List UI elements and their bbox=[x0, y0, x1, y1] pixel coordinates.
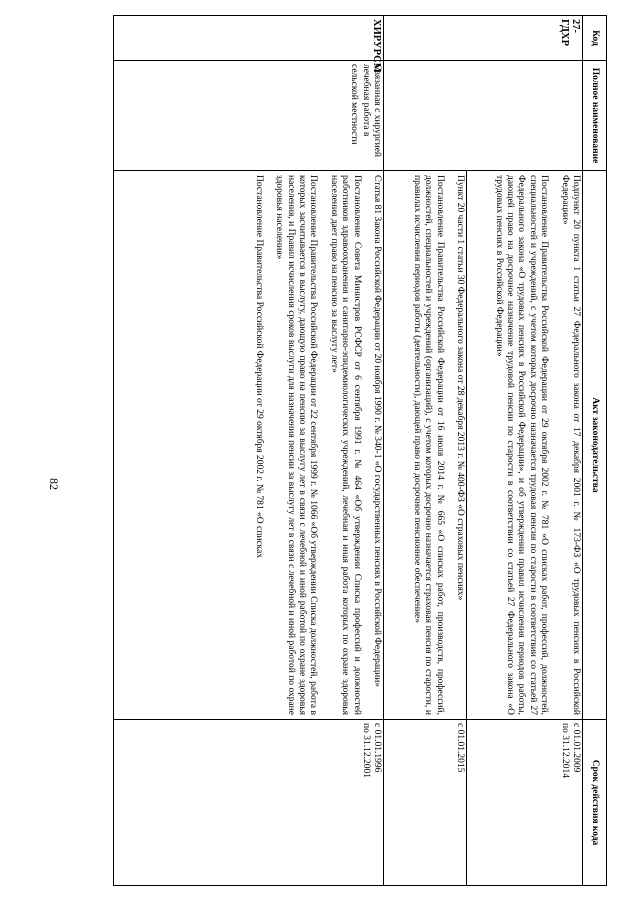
page-number: 82 bbox=[47, 478, 61, 490]
term-start: с 01.01.2015 bbox=[455, 723, 465, 773]
rotated-table-area bbox=[102, 15, 607, 885]
term-cell bbox=[467, 720, 583, 886]
term-start: с 01.01.1996 bbox=[372, 723, 382, 773]
act-block bbox=[490, 171, 582, 719]
table-row bbox=[467, 16, 583, 886]
act-cell bbox=[384, 171, 467, 720]
term-end: по 31.12.2014 bbox=[559, 723, 570, 778]
act-block bbox=[408, 171, 466, 719]
header-act: Акт законодательства bbox=[583, 171, 607, 720]
row-full-name: Связанная с хирургией лечебная работа в сельской местности bbox=[114, 61, 384, 171]
act-cell bbox=[467, 171, 583, 720]
header-code: Код bbox=[583, 16, 607, 61]
table-row bbox=[114, 16, 384, 886]
header-name: Полное наименование bbox=[583, 61, 607, 171]
act-block bbox=[250, 171, 383, 719]
act-paragraph: Постановление Правительства Российской Федерации от 29 октября 2002 г. № 781 «О списках bbox=[253, 175, 264, 559]
act-paragraph: Постановление Правительства Российской Федерации от 29 октября 2002 г. № 781 «О списках работ, профессий, должностей, специальностей и учреждений, с учетом которых досрочно назначается трудовая пенсия по старости в соответствии со статьей 27 Федерального закона «О трудовых пенсиях в Российской Федерации», и об утверждении правил исчисления периодов работы, дающей право на досрочное назначение трудовой пенсии по старости в соответствии со статьей 27 Федерального закона «О трудовых пенсиях в Российской Федерации» bbox=[493, 175, 550, 715]
act-paragraph: Постановление Правительства Российской Федерации от 22 сентября 1999 г. № 1066 «Об утверждении Списка должностей, работа в которых засчитывается в выслугу, дающую право на пенсию за выслугу лет в связи с лечебной и иной работой по охране здоровья населения, и Правил исчисления сроков выслуги для назначения пенсии за выслугу лет в связи с лечебной и иной работой по охране здоровья населения» bbox=[274, 175, 319, 715]
term-end: по 31.12.2001 bbox=[360, 723, 371, 778]
act-paragraph: Статья 81 Закона Российской Федерации от 20 ноября 1990 г. № 340-1 «О государственных пенсиях в Российской Федерации» bbox=[372, 175, 382, 688]
row-code: 27-ГДХР bbox=[384, 16, 583, 61]
row-code: ХИРУРСМ bbox=[114, 16, 384, 61]
act-paragraph: Постановление Совета Министров РСФСР от 6 сентября 1991 г. № 464 «Об утверждении Списка профессий и должностей работников здравоохранения и санитарно-эпидемиологических учреждений, лечебная и иная работа которых по охране здоровья населения дает право на пенсию за выслугу лет» bbox=[328, 175, 362, 715]
act-paragraph: Пункт 20 части 1 статьи 30 Федерального закона от 28 декабря 2013 г. № 400-ФЗ «О страховых пенсиях» bbox=[455, 175, 465, 601]
legislation-codes-table bbox=[113, 15, 607, 886]
term-cell bbox=[114, 720, 384, 886]
table-header-row bbox=[583, 16, 607, 886]
term-cell bbox=[384, 720, 467, 886]
act-paragraph: Подпункт 20 пункта 1 статьи 27 Федерального закона от 17 декабря 2001 г. № 173-ФЗ «О трудовых пенсиях в Российской Федерации» bbox=[559, 175, 581, 715]
act-cell bbox=[114, 171, 384, 720]
act-paragraph: Постановление Правительства Российской Федерации от 16 июля 2014 г. № 665 «О списках работ, производств, профессий, должностей, специальностей и учреждений (организаций), с учетом которых досрочно назначается страховая пенсия по старости, и правилах исчисления периодов работы (деятельности), дающей право на досрочное пенсионное обеспечение» bbox=[411, 175, 445, 715]
row-full-name bbox=[384, 61, 583, 171]
term-start: с 01.01.2009 bbox=[571, 723, 581, 773]
header-term: Срок действия кода bbox=[583, 720, 607, 886]
